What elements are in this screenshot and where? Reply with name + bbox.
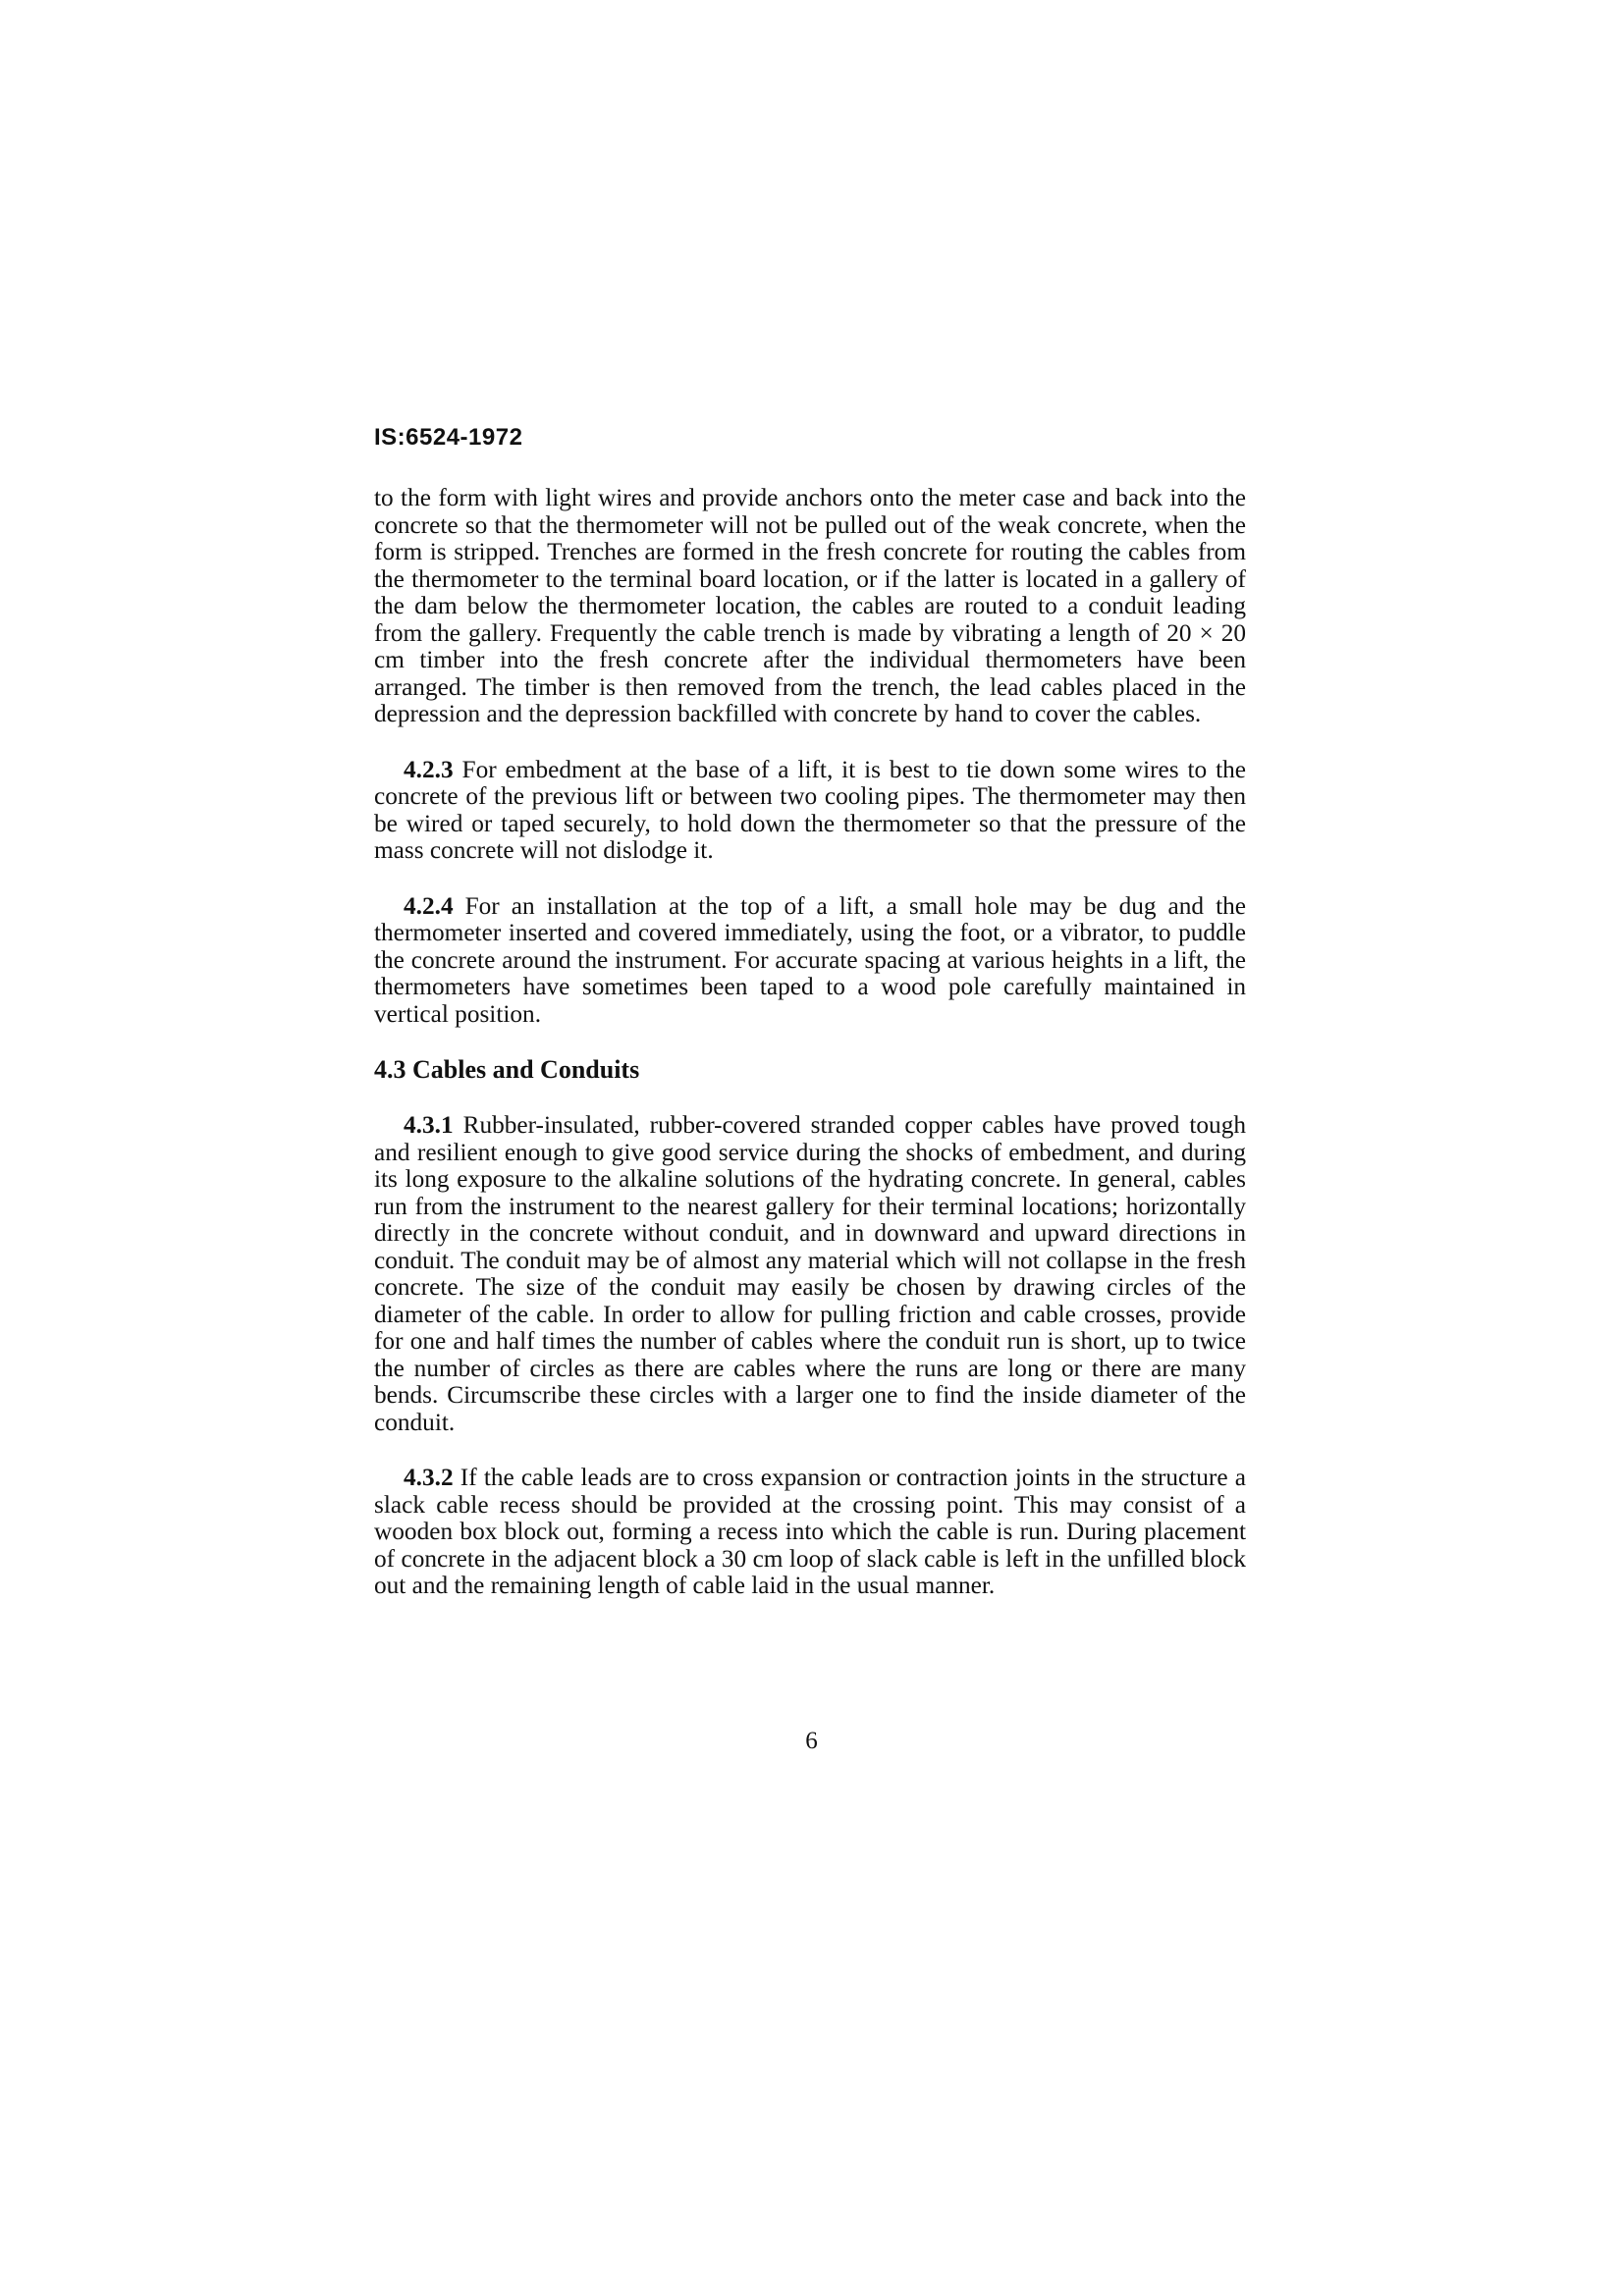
paragraph-4-3-1 [374,1112,1246,1436]
paragraph-4-2-4 [374,893,1246,1029]
paragraph-text: For an installation at the top of a lift, a small hole may be dug and the thermometer inserted and covered immediately, using the foot, or a vibrator, to puddle the concrete around the instrument. For accurate spacing at various heights in a lift, the thermometers have sometimes been taped to a wood pole carefully maintained in vertical position. [374,891,1246,1028]
standard-number-header: IS:6524-1972 [374,424,523,451]
page-body [374,485,1246,1629]
paragraph-text: For embedment at the base of a lift, it is best to tie down some wires to the concrete of the previous lift or between two cooling pipes. The thermometer may then be wired or taped securely, to hold down the thermometer so that the pressure of the mass concrete will not dislodge it. [374,755,1246,864]
paragraph-text: If the cable leads are to cross expansion or contraction joints in the structure a slack cable recess should be provided at the crossing point. This may consist of a wooden box block out, forming a recess into which the cable is run. During placement of concrete in the adjacent block a 30 cm loop of slack cable is left in the unfilled block out and the remaining length of cable laid in the usual manner. [374,1464,1246,1599]
clause-number: 4.2.4 [404,891,454,920]
paragraph-4-2-3 [374,757,1246,865]
clause-number: 4.3.2 [404,1464,454,1491]
clause-number: 4.2.3 [404,755,454,783]
section-heading-4-3: 4.3 Cables and Conduits [374,1055,640,1084]
paragraph-text: Rubber-insulated, rubber-covered stranded copper cables have proved tough and resilient enough to give good service during the shocks of embedment, and during its long exposure to the alkaline solutions of the hydrating concrete. In general, cables run from the instrument to the nearest gallery for their terminal locations; horizontally directly in the concrete without conduit, and in downward and upward directions in conduit. The conduit may be of almost any material which will not collapse in the fresh concrete. The size of the conduit may easily be chosen by drawing circles of the diameter of the cable. In order to allow for pulling friction and cable crosses, provide for one and half times the number of cables where the conduit run is short, up to twice the number of circles as there are cables where the runs are long or there are many bends. Circumscribe these circles with a larger one to find the inside diameter of the conduit. [374,1111,1246,1436]
paragraph-4-3-2 [374,1465,1246,1600]
clause-number: 4.3.1 [404,1111,454,1139]
paragraph-continued: to the form with light wires and provide anchors onto the meter case and back into the concrete so that the thermometer will not be pulled out of the weak concrete, when the form is stripped. Trenches are formed in the fresh concrete for routing the cables from the thermometer to the terminal board location, or if the latter is located in a gallery of the dam below the thermometer location, the cables are routed to a conduit leading from the gallery. Frequently the cable trench is made by vibrating a length of 20 × 20 cm timber into the fresh concrete after the individual thermometers have been arranged. The timber is then removed from the trench, the lead cables placed in the depression and the depression backfilled with concrete by hand to cover the cables. [374,484,1246,727]
page-number: 6 [805,1728,818,1754]
